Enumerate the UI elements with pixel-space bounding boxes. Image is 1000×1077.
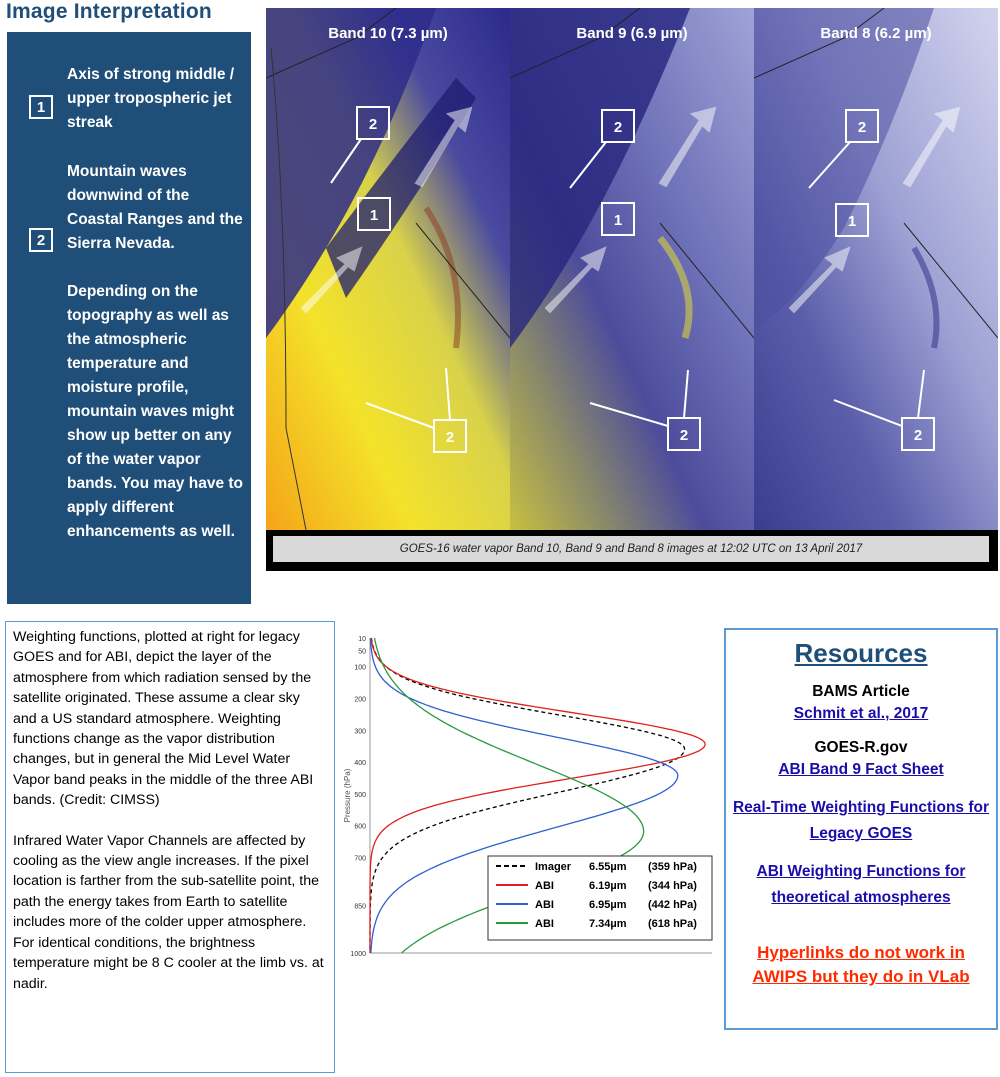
legend-name-3: ABI — [535, 918, 554, 930]
explanation-text-box — [5, 621, 335, 1073]
y-tick-label: 600 — [354, 823, 366, 831]
band10-panel — [266, 8, 510, 530]
band8-panel — [754, 8, 998, 530]
marker-2-label: 2 — [679, 427, 689, 444]
marker-2-label: 2 — [913, 427, 923, 444]
y-tick-label: 10 — [358, 636, 366, 643]
marker-2-label: 2 — [445, 429, 455, 446]
legend-wavelength-0: 6.55µm — [589, 861, 627, 873]
y-tick-label: 500 — [354, 791, 366, 799]
marker-1-label: 1 — [369, 207, 379, 224]
legend-peak-2: (442 hPa) — [648, 899, 697, 911]
legend-name-2: ABI — [535, 899, 554, 911]
legend-wavelength-3: 7.34µm — [589, 918, 627, 930]
legend-name-0: Imager — [535, 861, 572, 873]
y-tick-label: 50 — [358, 648, 366, 656]
hyperlink-warning: Hyperlinks do not work in AWIPS but they do in VLab — [752, 943, 970, 986]
y-tick-label: 700 — [354, 855, 366, 863]
y-axis-label: Pressure (hPa) — [343, 768, 352, 823]
bams-heading: BAMS Article — [812, 683, 910, 700]
realtime-weighting-functions-link[interactable]: Real-Time Weighting Functions for Legacy GOES — [732, 799, 990, 842]
interpretation-note: Depending on the topography as well as the atmospheric temperature and moisture profile, mountain waves might show up better on any of the water vapor bands. You may have to apply different enhancements as well. — [67, 283, 244, 540]
band10-image — [266, 8, 510, 530]
interpretation-item-1: Axis of strong middle / upper tropospheric jet streak — [67, 66, 235, 131]
band9-panel — [510, 8, 754, 530]
view-angle-paragraph: Infrared Water Vapor Channels are affected by cooling as the view angle increases. If the pixel location is farther from the sub-satellite point, the path the energy takes from Earth to satellite includes more of the colder upper atmosphere. For identical conditions, the brightness temperature might be 8 C cooler at the limb vs. at nadir. — [13, 832, 324, 992]
legend-peak-3: (618 hPa) — [648, 918, 697, 930]
page-title: Image Interpretation — [6, 0, 212, 23]
band8-image — [754, 8, 998, 530]
interpretation-item-2: Mountain waves downwind of the Coastal Ranges and the Sierra Nevada. — [67, 163, 243, 252]
band10-label: Band 10 (7.3 µm) — [328, 25, 448, 42]
marker-1-label: 1 — [613, 212, 623, 229]
band9-label: Band 9 (6.9 µm) — [576, 25, 688, 42]
legend-name-1: ABI — [535, 880, 554, 892]
resources-box — [724, 628, 998, 1030]
y-tick-label: 200 — [354, 696, 366, 704]
marker-1-badge: 1 — [29, 95, 53, 119]
bams-article-link[interactable]: Schmit et al., 2017 — [793, 705, 929, 722]
weighting-function-chart — [340, 628, 720, 958]
abi-weighting-functions-link[interactable]: ABI Weighting Functions for theoretical atmospheres — [756, 863, 966, 906]
interpretation-panel — [7, 32, 251, 604]
legend-peak-1: (344 hPa) — [648, 880, 697, 892]
band8-label: Band 8 (6.2 µm) — [820, 25, 932, 42]
band9-image — [510, 8, 754, 530]
marker-2-label: 2 — [857, 119, 867, 136]
marker-1-label: 1 — [847, 213, 857, 230]
image-caption: GOES-16 water vapor Band 10, Band 9 and Band 8 images at 12:02 UTC on 13 April 2017 — [270, 533, 992, 565]
y-tick-label: 850 — [354, 903, 366, 911]
marker-2-badge: 2 — [29, 228, 53, 252]
marker-2-label: 2 — [368, 116, 378, 133]
y-tick-label: 1000 — [350, 951, 366, 958]
satellite-image-strip — [266, 8, 998, 571]
weighting-functions-paragraph: Weighting functions, plotted at right for legacy GOES and for ABI, depict the layer of the atmosphere from which radiation sensed by the satellite originated. These assume a clear sky and a US standard atmosphere. Weighting functions change as the vapor distribution changes, but in general the Mid Level Water Vapor band peaks in the middle of the three ABI bands. (Credit: CIMSS) — [13, 629, 314, 809]
y-tick-label: 400 — [354, 760, 366, 768]
legend-peak-0: (359 hPa) — [648, 861, 697, 873]
goesr-heading: GOES-R.gov — [814, 739, 908, 756]
abi-band9-fact-sheet-link[interactable]: ABI Band 9 Fact Sheet — [778, 761, 944, 778]
resources-title: Resources — [794, 638, 928, 668]
weighting-function-plot — [340, 628, 720, 958]
y-tick-label: 100 — [354, 664, 366, 672]
legend-wavelength-1: 6.19µm — [589, 880, 627, 892]
legend-wavelength-2: 6.95µm — [589, 899, 627, 911]
marker-2-label: 2 — [613, 119, 623, 136]
y-tick-label: 300 — [354, 728, 366, 736]
